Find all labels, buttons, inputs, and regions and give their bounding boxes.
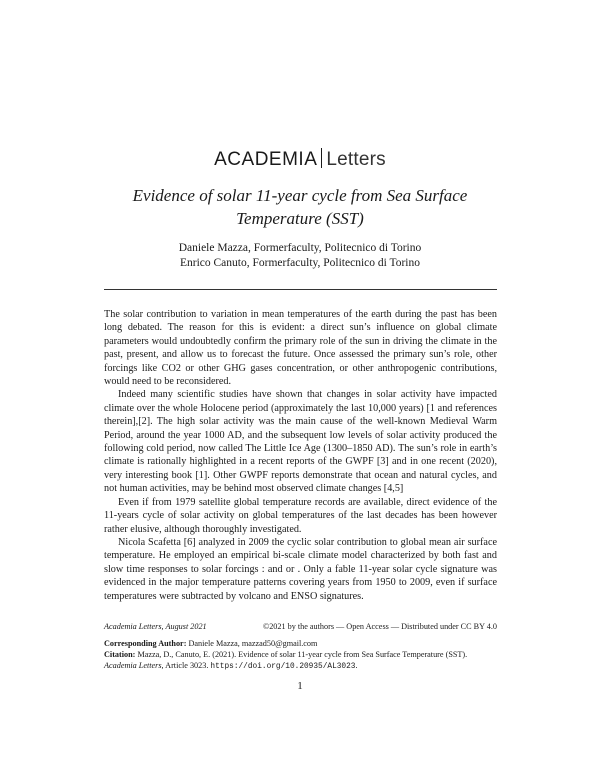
- corr-label: Corresponding Author:: [104, 639, 187, 648]
- corresponding-author: [104, 638, 497, 649]
- citation-journal: Academia Letters: [104, 661, 162, 670]
- paragraph-1: The solar contribution to variation in mean temperatures of the earth during the past has been long debated. The reason for this is evident: a direct sun’s influence on global climate parameters would undoubtedly confirm the primary role of the sun in driving the climate in the past, present, and allow us to forecast the future. Once assessed the primary sun’s role, other forcings like CO2 or other GHG gases concentration, or other anthropogenic contributions, would need to be reconsidered.: [104, 309, 497, 388]
- citation-value: Mazza, D., Canuto, E. (2021). Evidence of solar 11-year cycle from Sea Surface Temperature (SST).: [137, 650, 468, 659]
- academia-logo: ACADEMIA: [214, 149, 318, 170]
- author-1: Daniele Mazza, Formerfaculty, Politecnico di Torino: [178, 242, 422, 254]
- citation-article: , Article 3023.: [161, 661, 209, 670]
- header-rule: [104, 289, 497, 290]
- author-2: Enrico Canuto, Formerfaculty, Politecnico di Torino: [179, 257, 420, 269]
- citation-label: Citation:: [104, 650, 136, 659]
- paragraph-2: Indeed many scientific studies have shown that changes in solar activity have impacted climate over the whole Holocene period (approximately the last 10,000 years) [1 and references therein],[2]. The high solar activity was the main cause of the well-known Medieval Warm Period, around the year 1000 AD, and the subsequent low levels of solar activity produced the following cold period, now called The Little Ice Age (1300–1850 AD). The sun’s role in earth’s climate is rationally highlighted in a recent reports of the GWPF [3] and in one recent (2020), very interesting book [1]. Other GWPF reports demonstrate that ocean and natural cycles, and not human activities, may be behind most observed climate changes [4,5]: [104, 389, 497, 495]
- paragraph-4: Nicola Scafetta [6] analyzed in 2009 the cyclic solar contribution to global mean air surface temperature. He employed an empirical bi-scale climate model characterized by both fast and slow time responses to solar forcings : and or . Only a fable 11-year solar cycle signature was evidenced in the major temperature patterns covering years from 1950 to 2009, even if surface temperatures were subtracted by volcano and ENSO signatures.: [104, 536, 497, 602]
- author-list: [100, 241, 500, 271]
- paper-title: Evidence of solar 11-year cycle from Sea Surface Temperature (SST): [132, 186, 468, 228]
- masthead: [0, 148, 600, 172]
- doi-end: .: [355, 661, 358, 670]
- page-number: 1: [297, 680, 303, 692]
- journal-date: Academia Letters, August 2021: [104, 622, 207, 631]
- body-text: [104, 308, 497, 603]
- footer-journal-row: [104, 621, 497, 632]
- masthead-divider: [321, 148, 322, 168]
- paragraph-3: Even if from 1979 satellite global temperature records are available, direct evidence of the 11-years cycle of solar activity on global temperatures of the last decades has been however rather elusive, although thoroughly investigated.: [104, 496, 497, 535]
- corr-value: Daniele Mazza, mazzad50@gmail.com: [188, 639, 318, 648]
- letters-label: Letters: [326, 149, 386, 170]
- footer-meta: [104, 621, 497, 673]
- citation-line-2: [104, 660, 497, 673]
- citation: [104, 649, 497, 660]
- doi-link[interactable]: https://doi.org/10.20935/AL3023: [210, 663, 356, 671]
- license-text: ©2021 by the authors — Open Access — Distributed under CC BY 4.0: [262, 622, 497, 631]
